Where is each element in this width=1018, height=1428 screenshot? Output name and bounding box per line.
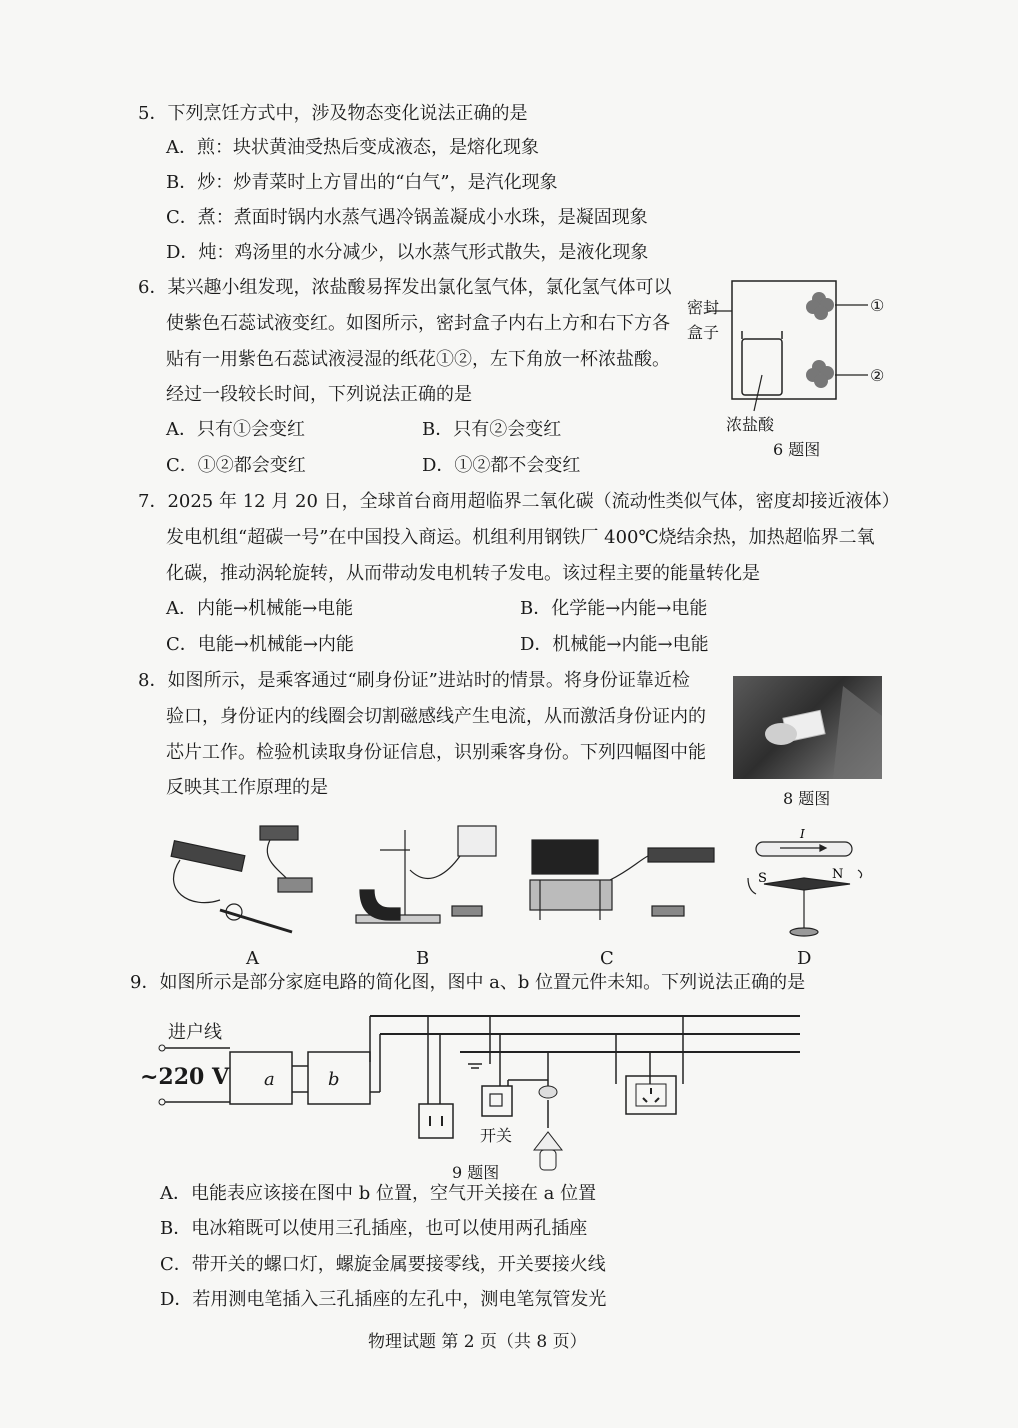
paper-flower-2-icon [806, 360, 834, 388]
q6-stem-line-1: 6．某兴趣小组发现，浓盐酸易挥发出氯化氢气体，氯化氢气体可以 [138, 277, 672, 298]
q8-stem-line-1: 8．如图所示，是乘客通过“刷身份证”进站时的情景。将身份证靠近检 [138, 670, 690, 691]
unknown-component-a [230, 1052, 292, 1104]
q8-option-a-label: A [246, 948, 259, 969]
q8-stem-line-4: 反映其工作原理的是 [166, 777, 328, 798]
option-d-apparatus [748, 842, 862, 936]
q7-stem-line-1: 7．2025 年 12 月 20 日，全球首台商用超临界二氧化碳（流动性类似气体，密度却接近液体） [138, 491, 900, 512]
q9-stem: 9．如图所示是部分家庭电路的简化图，图中 a、b 位置元件未知。下列说法正确的是 [130, 972, 806, 993]
q7-stem-line-3: 化碳，推动涡轮旋转，从而带动发电机转子发电。该过程主要的能量转化是 [166, 563, 760, 584]
q9-option-b: B．电冰箱既可以使用三孔插座，也可以使用两孔插座 [160, 1218, 588, 1239]
id-card-swipe-photo [733, 676, 882, 779]
fig-d-current-label: I [800, 827, 805, 841]
q6-option-b: B．只有②会变红 [422, 419, 562, 440]
q9-caption: 9 题图 [452, 1163, 500, 1182]
two-hole-socket-icon [419, 1104, 453, 1138]
q5-option-a: A．煎：块状黄油受热后变成液态，是熔化现象 [166, 137, 539, 158]
q9-option-c: C．带开关的螺口灯，螺旋金属要接零线，开关要接火线 [160, 1254, 606, 1275]
q8-caption: 8 题图 [783, 789, 831, 808]
q8-stem-line-3: 芯片工作。检验机读取身份证信息，识别乘客身份。下列四幅图中能 [166, 742, 706, 763]
acid-beaker [742, 339, 782, 395]
page-footer: 物理试题 第 2 页（共 8 页） [368, 1332, 587, 1352]
lamp-holder-icon [539, 1086, 557, 1098]
q6-caption: 6 题图 [773, 440, 821, 459]
option-c-apparatus [530, 840, 714, 920]
q6-label-flower-1: ① [870, 296, 885, 315]
q6-stem-line-3: 贴有一用紫色石蕊试液浸湿的纸花①②，左下角放一杯浓盐酸。 [166, 349, 670, 370]
q6-option-a: A．只有①会变红 [166, 419, 305, 440]
q5-option-d: D．炖：鸡汤里的水分减少，以水蒸气形式散失，是液化现象 [166, 242, 649, 263]
q9-label-b: b [328, 1069, 340, 1090]
paper-flower-1-icon [806, 292, 834, 320]
q6-stem-line-4: 经过一段较长时间，下列说法正确的是 [166, 384, 472, 405]
q6-label-sealed-1: 密封 [687, 298, 720, 317]
fig-d-south-label: S [758, 871, 767, 886]
q8-option-c-label: C [600, 948, 614, 969]
fig-d-north-label: N [832, 867, 844, 882]
q5-stem: 5．下列烹饪方式中，涉及物态变化说法正确的是 [138, 103, 528, 124]
q7-stem-line-2: 发电机组“超碳一号”在中国投入商运。机组利用钢铁厂 400℃烧结余热，加热超临界二氧 [166, 527, 875, 548]
q6-option-c: C．①②都会变红 [166, 455, 306, 476]
q5-option-b: B．炒：炒青菜时上方冒出的“白气”，是汽化现象 [166, 172, 558, 193]
q9-label-voltage: ~220 V [140, 1064, 230, 1090]
switch-icon [482, 1086, 512, 1116]
q6-option-d: D．①②都不会变红 [422, 455, 581, 476]
q9-option-a: A．电能表应该接在图中 b 位置，空气开关接在 a 位置 [160, 1183, 597, 1204]
q8-stem-line-2: 验口，身份证内的线圈会切割磁感线产生电流，从而激活身份证内的 [166, 706, 706, 727]
q9-label-switch: 开关 [480, 1126, 513, 1145]
option-a-apparatus [171, 826, 312, 932]
lamp-shade-icon [534, 1132, 562, 1150]
q8-options-figure [160, 820, 880, 948]
q9-label-incoming: 进户线 [168, 1022, 222, 1043]
q9-label-a: a [264, 1069, 275, 1090]
q7-option-c: C．电能→机械能→内能 [166, 634, 354, 655]
q6-stem-line-2: 使紫色石蕊试液变红。如图所示，密封盒子内右上方和右下方各 [166, 313, 670, 334]
q7-option-a: A．内能→机械能→电能 [166, 598, 354, 619]
q9-option-d: D．若用测电笔插入三孔插座的左孔中，测电笔氖管发光 [160, 1289, 607, 1310]
q8-option-b-label: B [416, 948, 430, 969]
q5-option-c: C．煮：煮面时锅内水蒸气遇冷锅盖凝成小水珠，是凝固现象 [166, 207, 648, 228]
q7-option-d: D．机械能→内能→电能 [520, 634, 709, 655]
q9-circuit-figure [130, 1000, 810, 1180]
q8-option-d-label: D [797, 948, 812, 969]
q6-label-acid: 浓盐酸 [726, 415, 775, 434]
q6-label-sealed-2: 盒子 [687, 323, 720, 342]
q7-option-b: B．化学能→内能→电能 [520, 598, 708, 619]
q6-label-flower-2: ② [870, 366, 885, 385]
option-b-apparatus [356, 826, 496, 923]
bulb-icon [540, 1150, 556, 1170]
three-hole-socket-icon [626, 1076, 676, 1114]
